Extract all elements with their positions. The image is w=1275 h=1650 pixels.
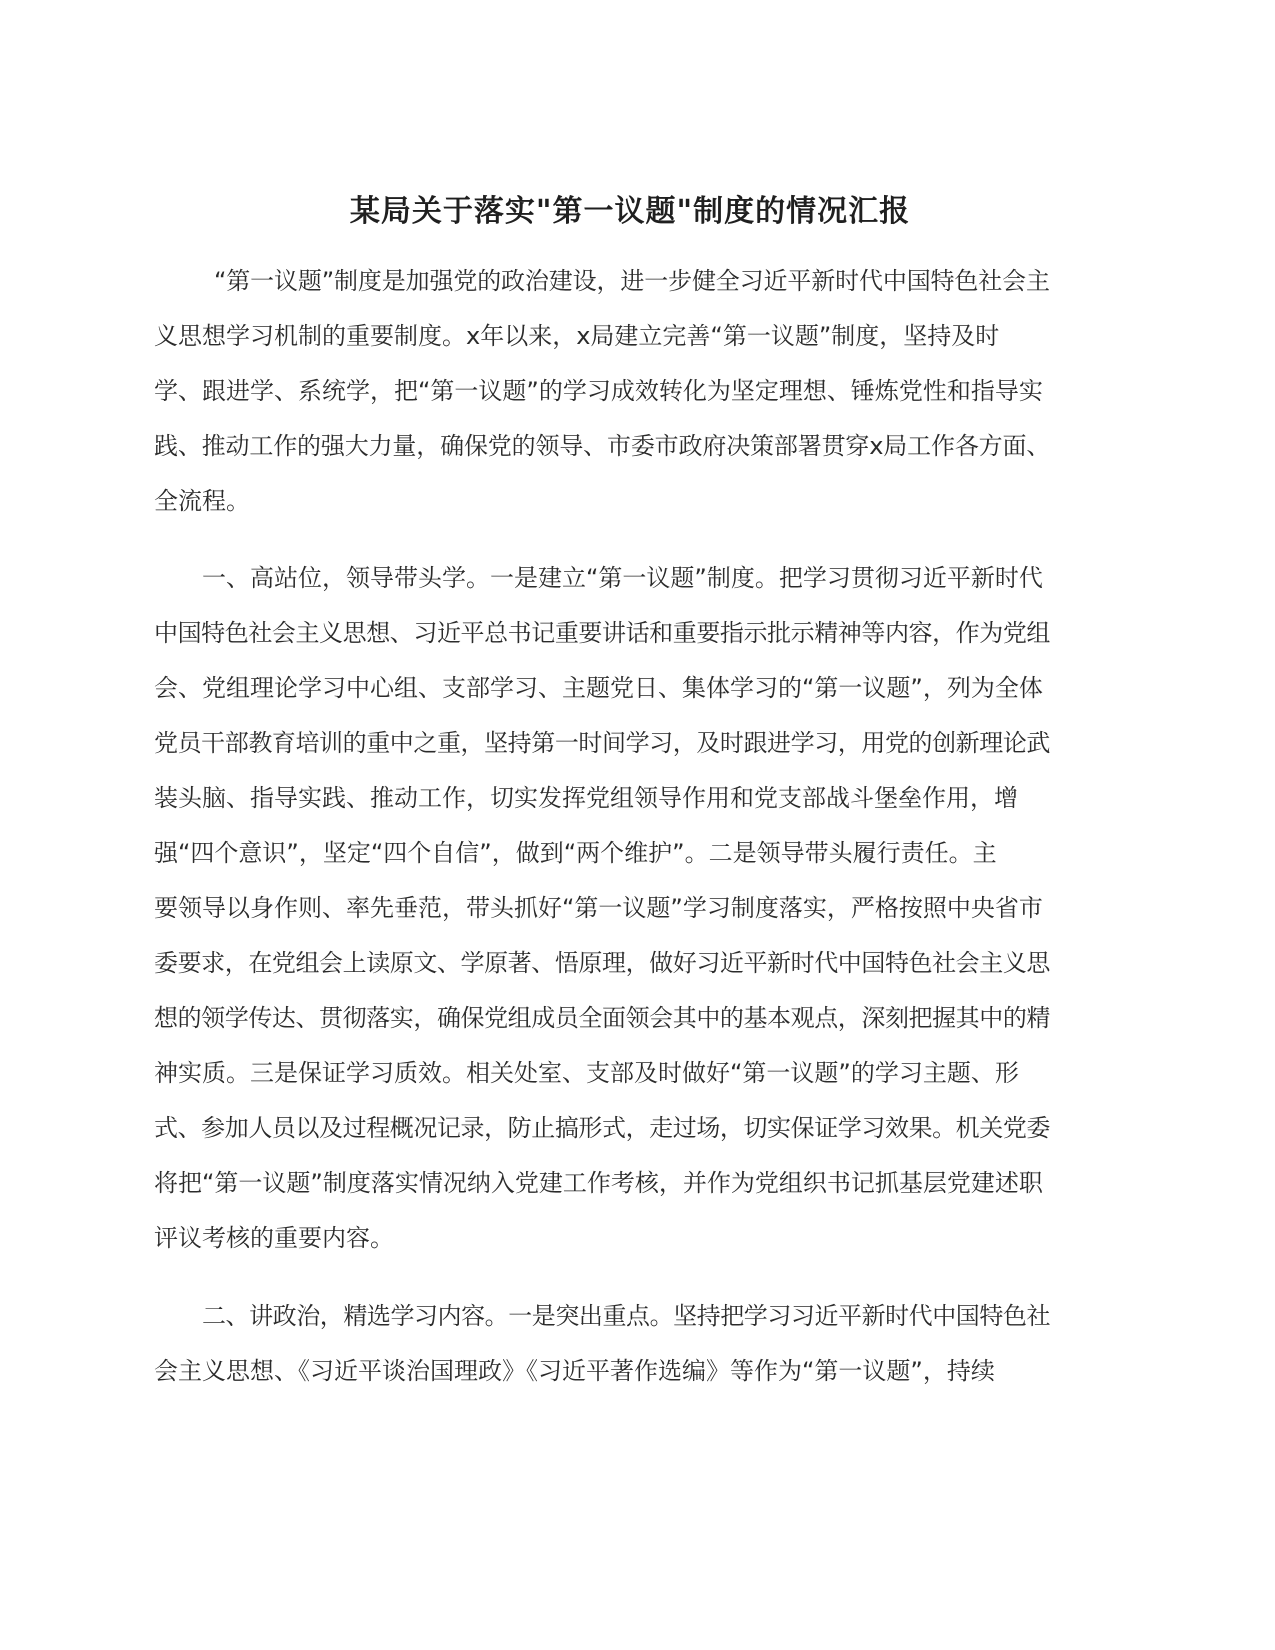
paragraph-1-line-2: 义思想学习机制的重要制度。x年以来，x局建立完善“第一议题”制度，坚持及时 [154,322,1000,350]
paragraph-1-line-1: “第一议题”制度是加强党的政治建设，进一步健全习近平新时代中国特色社会主 [214,267,1050,295]
paragraph-2-line-10: 神实质。三是保证学习质效。相关处室、支部及时做好“第一议题”的学习主题、形 [154,1059,1019,1087]
paragraph-2-line-2: 中国特色社会主义思想、习近平总书记重要讲话和重要指示批示精神等内容，作为党组 [154,619,1050,647]
paragraph-1-line-3: 学、跟进学、系统学，把“第一议题”的学习成效转化为坚定理想、锤炼党性和指导实 [154,377,1043,405]
paragraph-3-line-1: 二、讲政治，精选学习内容。一是突出重点。坚持把学习习近平新时代中国特色社 [202,1302,1051,1330]
paragraph-2-line-13: 评议考核的重要内容。 [154,1224,394,1252]
document-title: 某局关于落实"第一议题"制度的情况汇报 [349,194,911,229]
paragraph-2-line-4: 党员干部教育培训的重中之重，坚持第一时间学习，及时跟进学习，用党的创新理论武 [154,729,1050,757]
paragraph-2-line-12: 将把“第一议题”制度落实情况纳入党建工作考核，并作为党组织书记抓基层党建述职 [154,1169,1043,1197]
paragraph-3-line-2: 会主义思想、《习近平谈治国理政》《习近平著作选编》等作为“第一议题”，持续 [154,1357,995,1385]
paragraph-1-line-5: 全流程。 [154,487,250,515]
paragraph-2-line-3: 会、党组理论学习中心组、支部学习、主题党日、集体学习的“第一议题”，列为全体 [154,674,1043,702]
paragraph-2-line-9: 想的领学传达、贯彻落实，确保党组成员全面领会其中的基本观点，深刻把握其中的精 [154,1004,1050,1032]
paragraph-1-line-4: 践、推动工作的强大力量，确保党的领导、市委市政府决策部署贯穿x局工作各方面、 [154,432,1051,460]
paragraph-2-line-5: 装头脑、指导实践、推动工作，切实发挥党组领导作用和党支部战斗堡垒作用，增 [154,784,1018,812]
paragraph-2-line-7: 要领导以身作则、率先垂范，带头抓好“第一议题”学习制度落实，严格按照中央省市 [154,894,1043,922]
paragraph-2-line-11: 式、参加人员以及过程概况记录，防止搞形式，走过场，切实保证学习效果。机关党委 [154,1114,1050,1142]
paragraph-2-line-8: 委要求，在党组会上读原文、学原著、悟原理，做好习近平新时代中国特色社会主义思 [154,949,1050,977]
paragraph-2-line-1: 一、高站位，领导带头学。一是建立“第一议题”制度。把学习贯彻习近平新时代 [202,564,1043,592]
paragraph-2-line-6: 强“四个意识”，坚定“四个自信”，做到“两个维护”。二是领导带头履行责任。主 [154,839,997,867]
